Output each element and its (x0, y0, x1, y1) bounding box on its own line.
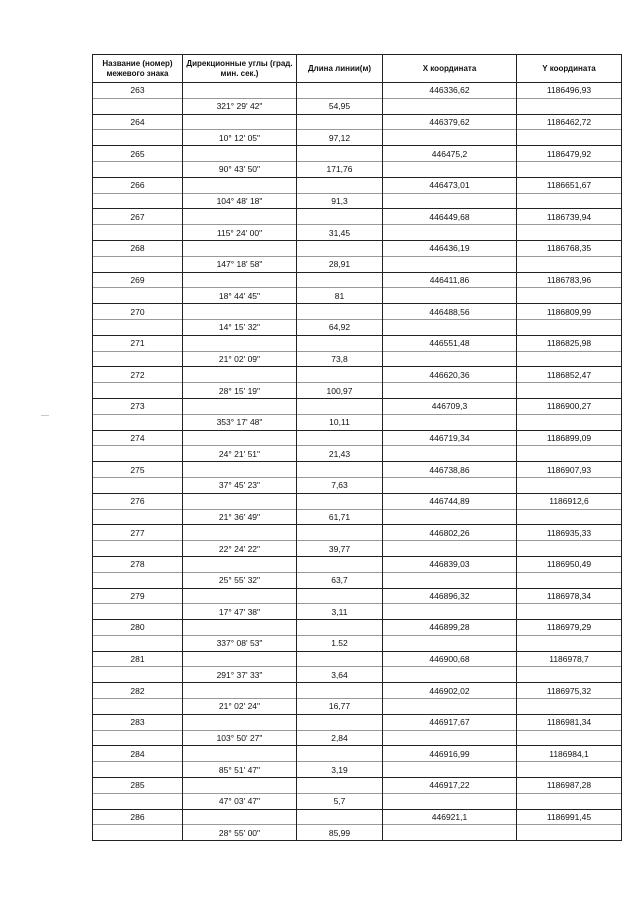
point-name-cell-empty (93, 98, 183, 114)
direction-angle-cell: 337° 08' 53" (183, 635, 297, 651)
angle-cell-empty (183, 83, 297, 99)
point-name-cell: 280 (93, 620, 183, 636)
point-row (93, 114, 622, 130)
header-direction-angle: Дирекционные углы (град. мин. сек.) (183, 55, 297, 83)
y-coordinate-cell-empty (517, 256, 622, 272)
y-coordinate-cell-empty (517, 351, 622, 367)
length-cell-empty (297, 209, 383, 225)
y-coordinate-cell: 1186825,98 (517, 335, 622, 351)
direction-angle-cell: 28° 15' 19" (183, 383, 297, 399)
x-coordinate-cell-empty (383, 193, 517, 209)
point-row (93, 272, 622, 288)
x-coordinate-cell: 446620,36 (383, 367, 517, 383)
point-row (93, 683, 622, 699)
x-coordinate-cell: 446917,67 (383, 714, 517, 730)
y-coordinate-cell: 1186479,92 (517, 146, 622, 162)
length-cell-empty (297, 240, 383, 256)
y-coordinate-cell: 1186912,6 (517, 493, 622, 509)
y-coordinate-cell: 1186739,94 (517, 209, 622, 225)
line-length-cell: 85,99 (297, 825, 383, 841)
y-coordinate-cell-empty (517, 825, 622, 841)
length-cell-empty (297, 177, 383, 193)
segment-row (93, 130, 622, 146)
segment-row (93, 383, 622, 399)
y-coordinate-cell: 1186984,1 (517, 746, 622, 762)
point-name-cell-empty (93, 825, 183, 841)
angle-cell-empty (183, 272, 297, 288)
x-coordinate-cell: 446900,68 (383, 651, 517, 667)
point-row (93, 367, 622, 383)
x-coordinate-cell-empty (383, 351, 517, 367)
point-name-cell-empty (93, 414, 183, 430)
line-length-cell: 73,8 (297, 351, 383, 367)
segment-row (93, 635, 622, 651)
point-name-cell-empty (93, 730, 183, 746)
line-length-cell: 3,11 (297, 604, 383, 620)
x-coordinate-cell-empty (383, 572, 517, 588)
direction-angle-cell: 25° 55' 32" (183, 572, 297, 588)
x-coordinate-cell: 446899,28 (383, 620, 517, 636)
line-length-cell: 31,45 (297, 225, 383, 241)
header-point-name: Название (номер) межевого знака (93, 55, 183, 83)
y-coordinate-cell: 1186978,34 (517, 588, 622, 604)
point-name-cell: 283 (93, 714, 183, 730)
point-name-cell-empty (93, 383, 183, 399)
line-length-cell: 97,12 (297, 130, 383, 146)
segment-row (93, 572, 622, 588)
angle-cell-empty (183, 398, 297, 414)
x-coordinate-cell: 446473,01 (383, 177, 517, 193)
y-coordinate-cell-empty (517, 383, 622, 399)
header-y-coordinate: Y координата (517, 55, 622, 83)
y-coordinate-cell-empty (517, 604, 622, 620)
segment-row (93, 667, 622, 683)
y-coordinate-cell: 1186991,45 (517, 809, 622, 825)
point-name-cell: 270 (93, 304, 183, 320)
angle-cell-empty (183, 209, 297, 225)
segment-row (93, 193, 622, 209)
x-coordinate-cell-empty (383, 225, 517, 241)
angle-cell-empty (183, 493, 297, 509)
point-name-cell-empty (93, 699, 183, 715)
y-coordinate-cell-empty (517, 225, 622, 241)
length-cell-empty (297, 714, 383, 730)
angle-cell-empty (183, 240, 297, 256)
point-row (93, 778, 622, 794)
point-row (93, 398, 622, 414)
y-coordinate-cell: 1186935,33 (517, 525, 622, 541)
angle-cell-empty (183, 683, 297, 699)
angle-cell-empty (183, 525, 297, 541)
direction-angle-cell: 17° 47' 38" (183, 604, 297, 620)
segment-row (93, 225, 622, 241)
point-row (93, 240, 622, 256)
point-name-cell: 279 (93, 588, 183, 604)
point-name-cell: 272 (93, 367, 183, 383)
segment-row (93, 541, 622, 557)
length-cell-empty (297, 746, 383, 762)
header-row (93, 55, 622, 83)
line-length-cell: 10,11 (297, 414, 383, 430)
line-length-cell: 39,77 (297, 541, 383, 557)
segment-row (93, 98, 622, 114)
header-line-length: Длина линии(м) (297, 55, 383, 83)
x-coordinate-cell: 446475,2 (383, 146, 517, 162)
point-name-cell: 267 (93, 209, 183, 225)
line-length-cell: 61,71 (297, 509, 383, 525)
x-coordinate-cell-empty (383, 604, 517, 620)
point-row (93, 209, 622, 225)
point-row (93, 493, 622, 509)
length-cell-empty (297, 83, 383, 99)
length-cell-empty (297, 398, 383, 414)
line-length-cell: 1.52 (297, 635, 383, 651)
table-body (93, 83, 622, 841)
x-coordinate-cell: 446902,02 (383, 683, 517, 699)
x-coordinate-cell-empty (383, 98, 517, 114)
y-coordinate-cell-empty (517, 161, 622, 177)
y-coordinate-cell-empty (517, 98, 622, 114)
direction-angle-cell: 18° 44' 45" (183, 288, 297, 304)
direction-angle-cell: 10° 12' 05" (183, 130, 297, 146)
direction-angle-cell: 28° 55' 00" (183, 825, 297, 841)
x-coordinate-cell-empty (383, 130, 517, 146)
line-length-cell: 3,64 (297, 667, 383, 683)
y-coordinate-cell-empty (517, 667, 622, 683)
direction-angle-cell: 22° 24' 22" (183, 541, 297, 557)
y-coordinate-cell: 1186907,93 (517, 462, 622, 478)
x-coordinate-cell-empty (383, 319, 517, 335)
point-name-cell-empty (93, 604, 183, 620)
angle-cell-empty (183, 746, 297, 762)
point-name-cell: 263 (93, 83, 183, 99)
line-length-cell: 171,76 (297, 161, 383, 177)
point-name-cell-empty (93, 256, 183, 272)
x-coordinate-cell-empty (383, 256, 517, 272)
segment-row (93, 161, 622, 177)
length-cell-empty (297, 114, 383, 130)
x-coordinate-cell-empty (383, 762, 517, 778)
y-coordinate-cell: 1186809,99 (517, 304, 622, 320)
point-name-cell: 271 (93, 335, 183, 351)
angle-cell-empty (183, 462, 297, 478)
x-coordinate-cell: 446709,3 (383, 398, 517, 414)
point-name-cell: 269 (93, 272, 183, 288)
direction-angle-cell: 47° 03' 47" (183, 793, 297, 809)
point-name-cell: 273 (93, 398, 183, 414)
point-row (93, 525, 622, 541)
y-coordinate-cell: 1186978,7 (517, 651, 622, 667)
y-coordinate-cell: 1186768,35 (517, 240, 622, 256)
direction-angle-cell: 21° 02' 24" (183, 699, 297, 715)
direction-angle-cell: 85° 51' 47" (183, 762, 297, 778)
angle-cell-empty (183, 304, 297, 320)
x-coordinate-cell-empty (383, 383, 517, 399)
point-row (93, 430, 622, 446)
line-length-cell: 5,7 (297, 793, 383, 809)
length-cell-empty (297, 525, 383, 541)
line-length-cell: 21,43 (297, 446, 383, 462)
point-name-cell-empty (93, 477, 183, 493)
point-name-cell-empty (93, 793, 183, 809)
point-name-cell: 281 (93, 651, 183, 667)
length-cell-empty (297, 430, 383, 446)
point-name-cell-empty (93, 762, 183, 778)
point-name-cell-empty (93, 667, 183, 683)
segment-row (93, 414, 622, 430)
x-coordinate-cell-empty (383, 161, 517, 177)
point-name-cell: 286 (93, 809, 183, 825)
x-coordinate-cell: 446916,99 (383, 746, 517, 762)
length-cell-empty (297, 683, 383, 699)
angle-cell-empty (183, 335, 297, 351)
angle-cell-empty (183, 367, 297, 383)
point-name-cell-empty (93, 509, 183, 525)
point-name-cell: 278 (93, 556, 183, 572)
segment-row (93, 699, 622, 715)
point-name-cell: 276 (93, 493, 183, 509)
point-name-cell-empty (93, 130, 183, 146)
angle-cell-empty (183, 620, 297, 636)
x-coordinate-cell-empty (383, 414, 517, 430)
point-name-cell-empty (93, 319, 183, 335)
x-coordinate-cell-empty (383, 667, 517, 683)
length-cell-empty (297, 556, 383, 572)
point-name-cell: 284 (93, 746, 183, 762)
length-cell-empty (297, 778, 383, 794)
point-row (93, 809, 622, 825)
line-length-cell: 7,63 (297, 477, 383, 493)
y-coordinate-cell: 1186496,93 (517, 83, 622, 99)
angle-cell-empty (183, 114, 297, 130)
point-name-cell-empty (93, 225, 183, 241)
angle-cell-empty (183, 588, 297, 604)
line-length-cell: 63,7 (297, 572, 383, 588)
point-name-cell-empty (93, 351, 183, 367)
line-length-cell: 3,19 (297, 762, 383, 778)
x-coordinate-cell-empty (383, 635, 517, 651)
y-coordinate-cell: 1186981,34 (517, 714, 622, 730)
table-header (93, 55, 622, 83)
y-coordinate-cell: 1186975,32 (517, 683, 622, 699)
point-name-cell-empty (93, 288, 183, 304)
segment-row (93, 793, 622, 809)
angle-cell-empty (183, 651, 297, 667)
x-coordinate-cell: 446921,1 (383, 809, 517, 825)
point-name-cell-empty (93, 635, 183, 651)
point-row (93, 177, 622, 193)
y-coordinate-cell-empty (517, 288, 622, 304)
y-coordinate-cell-empty (517, 509, 622, 525)
length-cell-empty (297, 588, 383, 604)
point-row (93, 746, 622, 762)
point-row (93, 462, 622, 478)
point-name-cell: 274 (93, 430, 183, 446)
point-name-cell: 265 (93, 146, 183, 162)
y-coordinate-cell-empty (517, 572, 622, 588)
direction-angle-cell: 21° 36' 49" (183, 509, 297, 525)
y-coordinate-cell-empty (517, 793, 622, 809)
x-coordinate-cell: 446744,89 (383, 493, 517, 509)
y-coordinate-cell-empty (517, 319, 622, 335)
y-coordinate-cell-empty (517, 477, 622, 493)
segment-row (93, 477, 622, 493)
x-coordinate-cell: 446488,56 (383, 304, 517, 320)
length-cell-empty (297, 620, 383, 636)
point-row (93, 335, 622, 351)
x-coordinate-cell-empty (383, 793, 517, 809)
line-length-cell: 2,84 (297, 730, 383, 746)
y-coordinate-cell-empty (517, 730, 622, 746)
x-coordinate-cell: 446449,68 (383, 209, 517, 225)
line-length-cell: 64,92 (297, 319, 383, 335)
length-cell-empty (297, 493, 383, 509)
point-name-cell: 277 (93, 525, 183, 541)
y-coordinate-cell: 1186950,49 (517, 556, 622, 572)
point-row (93, 304, 622, 320)
y-coordinate-cell: 1186651,67 (517, 177, 622, 193)
length-cell-empty (297, 146, 383, 162)
point-row (93, 651, 622, 667)
point-name-cell-empty (93, 161, 183, 177)
x-coordinate-cell: 446917,22 (383, 778, 517, 794)
segment-row (93, 351, 622, 367)
y-coordinate-cell: 1186979,29 (517, 620, 622, 636)
direction-angle-cell: 104° 48' 18" (183, 193, 297, 209)
length-cell-empty (297, 367, 383, 383)
y-coordinate-cell: 1186783,96 (517, 272, 622, 288)
direction-angle-cell: 14° 15' 32" (183, 319, 297, 335)
direction-angle-cell: 103° 50' 27" (183, 730, 297, 746)
x-coordinate-cell: 446719,34 (383, 430, 517, 446)
x-coordinate-cell-empty (383, 509, 517, 525)
angle-cell-empty (183, 809, 297, 825)
direction-angle-cell: 21° 02' 09" (183, 351, 297, 367)
length-cell-empty (297, 335, 383, 351)
point-row (93, 714, 622, 730)
header-x-coordinate: X координата (383, 55, 517, 83)
length-cell-empty (297, 809, 383, 825)
point-name-cell-empty (93, 572, 183, 588)
point-name-cell-empty (93, 193, 183, 209)
length-cell-empty (297, 304, 383, 320)
x-coordinate-cell: 446336,62 (383, 83, 517, 99)
segment-row (93, 446, 622, 462)
coordinates-table (92, 54, 622, 841)
line-length-cell: 91,3 (297, 193, 383, 209)
x-coordinate-cell: 446551,48 (383, 335, 517, 351)
point-row (93, 588, 622, 604)
line-length-cell: 54,95 (297, 98, 383, 114)
line-length-cell: 100,97 (297, 383, 383, 399)
line-length-cell: 28,91 (297, 256, 383, 272)
scan-margin-mark (41, 415, 49, 416)
x-coordinate-cell: 446738,86 (383, 462, 517, 478)
point-row (93, 83, 622, 99)
segment-row (93, 825, 622, 841)
angle-cell-empty (183, 146, 297, 162)
x-coordinate-cell: 446802,26 (383, 525, 517, 541)
length-cell-empty (297, 651, 383, 667)
point-row (93, 556, 622, 572)
line-length-cell: 16,77 (297, 699, 383, 715)
x-coordinate-cell-empty (383, 477, 517, 493)
point-row (93, 146, 622, 162)
segment-row (93, 256, 622, 272)
segment-row (93, 288, 622, 304)
x-coordinate-cell: 446379,62 (383, 114, 517, 130)
point-name-cell: 285 (93, 778, 183, 794)
x-coordinate-cell-empty (383, 446, 517, 462)
y-coordinate-cell-empty (517, 762, 622, 778)
y-coordinate-cell: 1186899,09 (517, 430, 622, 446)
point-name-cell: 266 (93, 177, 183, 193)
x-coordinate-cell-empty (383, 288, 517, 304)
x-coordinate-cell-empty (383, 699, 517, 715)
x-coordinate-cell-empty (383, 825, 517, 841)
point-name-cell: 268 (93, 240, 183, 256)
point-row (93, 620, 622, 636)
direction-angle-cell: 115° 24' 00" (183, 225, 297, 241)
direction-angle-cell: 24° 21' 51" (183, 446, 297, 462)
direction-angle-cell: 37° 45' 23" (183, 477, 297, 493)
x-coordinate-cell: 446411,86 (383, 272, 517, 288)
length-cell-empty (297, 272, 383, 288)
segment-row (93, 604, 622, 620)
length-cell-empty (297, 462, 383, 478)
x-coordinate-cell: 446436,19 (383, 240, 517, 256)
point-name-cell-empty (93, 541, 183, 557)
y-coordinate-cell-empty (517, 699, 622, 715)
point-name-cell: 275 (93, 462, 183, 478)
direction-angle-cell: 321° 29' 42" (183, 98, 297, 114)
angle-cell-empty (183, 556, 297, 572)
angle-cell-empty (183, 714, 297, 730)
segment-row (93, 730, 622, 746)
y-coordinate-cell-empty (517, 130, 622, 146)
y-coordinate-cell: 1186852,47 (517, 367, 622, 383)
point-name-cell: 282 (93, 683, 183, 699)
line-length-cell: 81 (297, 288, 383, 304)
y-coordinate-cell-empty (517, 446, 622, 462)
angle-cell-empty (183, 430, 297, 446)
y-coordinate-cell-empty (517, 541, 622, 557)
y-coordinate-cell-empty (517, 193, 622, 209)
y-coordinate-cell: 1186987,28 (517, 778, 622, 794)
point-name-cell-empty (93, 446, 183, 462)
x-coordinate-cell: 446896,32 (383, 588, 517, 604)
y-coordinate-cell: 1186462,72 (517, 114, 622, 130)
x-coordinate-cell-empty (383, 730, 517, 746)
x-coordinate-cell: 446839,03 (383, 556, 517, 572)
y-coordinate-cell-empty (517, 414, 622, 430)
direction-angle-cell: 147° 18' 58" (183, 256, 297, 272)
direction-angle-cell: 353° 17' 48" (183, 414, 297, 430)
segment-row (93, 509, 622, 525)
segment-row (93, 319, 622, 335)
direction-angle-cell: 90° 43' 50" (183, 161, 297, 177)
y-coordinate-cell: 1186900,27 (517, 398, 622, 414)
angle-cell-empty (183, 778, 297, 794)
point-name-cell: 264 (93, 114, 183, 130)
direction-angle-cell: 291° 37' 33" (183, 667, 297, 683)
x-coordinate-cell-empty (383, 541, 517, 557)
segment-row (93, 762, 622, 778)
angle-cell-empty (183, 177, 297, 193)
y-coordinate-cell-empty (517, 635, 622, 651)
